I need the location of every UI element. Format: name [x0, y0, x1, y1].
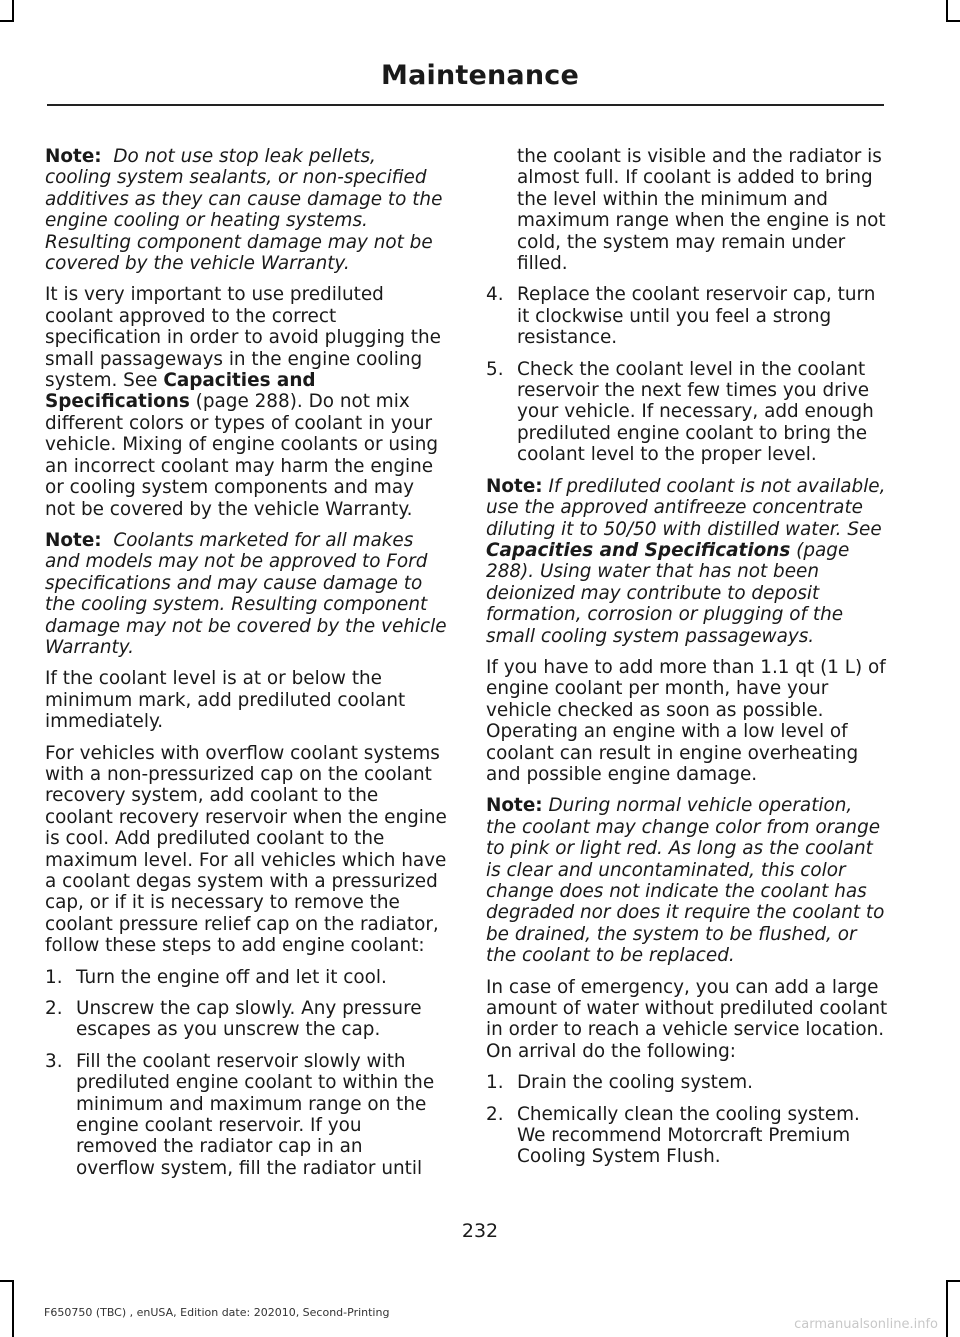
paragraph-prediluted-coolant: It is very important to use prediluted coolant approved to the correct specification in order to avoid plugging the small passageways in the engine cooling system. See Capacities and Specifications (page 288). Do not mix different colors or types of coolant in your vehicle. Mixing of engine coolants or using an incorrect coolant may harm the engine or cooling system components and may not be covered by the vehicle Warranty.: [45, 284, 441, 520]
link-capacities-specifications[interactable]: Capacities and Specifications: [486, 539, 791, 561]
list-item: 4. Replace the coolant reservoir cap, turn it clockwise until you feel a strong resistance.: [486, 284, 876, 349]
paragraph-emergency: In case of emergency, you can add a large amount of water without prediluted coolant in order to reach a vehicle service location. On arrival do the following:: [486, 976, 888, 1062]
list-item-continuation: the coolant is visible and the radiator is almost full. If coolant is added to bring the level within the minimum and maximum range when the engine is not cold, the system may remain under filled.: [517, 146, 886, 275]
page-title: Maintenance: [381, 60, 579, 91]
crop-mark: [0, 20, 14, 22]
watermark: carmanualsonline.info: [794, 1317, 938, 1332]
crop-mark: [12, 1280, 14, 1337]
footer-edition: F650750 (TBC) , enUSA, Edition date: 202010, Second-Printing: [44, 1306, 390, 1319]
list-item: 5. Check the coolant level in the coolant reservoir the next few times you drive your vehicle. If necessary, add enough prediluted engine coolant to bring the coolant level to the proper level.: [486, 358, 874, 466]
page-number: 232: [461, 1220, 499, 1242]
list-item: 1. Turn the engine off and let it cool.: [45, 966, 387, 988]
note-prediluted-unavailable: Note: If prediluted coolant is not available, use the approved antifreeze concentrate diluting it to 50/50 with distilled water. See Capacities and Specifications (page 288). Using water that has not been deionized may contribute to deposit formation, corrosion or plugging of the small cooling system passageways.: [486, 475, 886, 647]
crop-mark: [946, 20, 960, 22]
note-coolants-marketed: Note: Coolants marketed for all makes and models may not be approved to Ford specifications and may cause damage to the cooling system. Resulting component damage may not be covered by the vehicle Warranty.: [45, 529, 447, 658]
link-capacities-specifications[interactable]: Capacities and Specifications: [45, 370, 316, 413]
crop-mark: [946, 1280, 948, 1337]
note-color-change: Note: During normal vehicle operation, the coolant may change color from orange to pink or light red. As long as the coolant is clear and uncontaminated, this color change does not indicate the coolant has degraded nor does it require the coolant to be drained, the system to be flushed, or the coolant to be replaced.: [486, 795, 885, 967]
list-item: 1. Drain the cooling system.: [486, 1072, 753, 1094]
header-divider: [47, 104, 884, 106]
list-item: 2. Chemically clean the cooling system. We recommend Motorcraft Premium Cooling System Flush.: [486, 1103, 860, 1168]
crop-mark: [0, 1280, 14, 1282]
right-column: [486, 146, 888, 1178]
list-item: 2. Unscrew the cap slowly. Any pressure escapes as you unscrew the cap.: [45, 998, 422, 1041]
left-column: [45, 146, 447, 1189]
paragraph-minimum-mark: If the coolant level is at or below the minimum mark, add prediluted coolant immediately.: [45, 668, 406, 733]
paragraph-overflow-systems: For vehicles with overflow coolant systems with a non-pressurized cap on the coolant recovery system, add coolant to the coolant recovery reservoir when the engine is cool. Add prediluted coolant to the maximum level. For all vehicles which have a coolant degas system with a pressurized cap, or if it is necessary to remove the coolant pressure relief cap on the radiator, follow these steps to add engine coolant:: [45, 742, 447, 957]
note-stop-leak: Note: Do not use stop leak pellets, cooling system sealants, or non-specified additives as they can cause damage to the engine cooling or heating systems. Resulting component damage may not be covered by the vehicle Warranty.: [45, 146, 443, 275]
crop-mark: [946, 0, 948, 22]
list-item: 3. Fill the coolant reservoir slowly with prediluted engine coolant to within the minimum and maximum range on the engine coolant reservoir. If you removed the radiator cap in an overflow system, fill the radiator until: [45, 1050, 435, 1179]
paragraph-add-more-coolant: If you have to add more than 1.1 qt (1 L) of engine coolant per month, have your vehicle checked as soon as possible. Operating an engine with a low level of coolant can result in engine overheating and possible engine damage.: [486, 656, 886, 785]
crop-mark: [12, 0, 14, 22]
crop-mark: [946, 1280, 960, 1282]
